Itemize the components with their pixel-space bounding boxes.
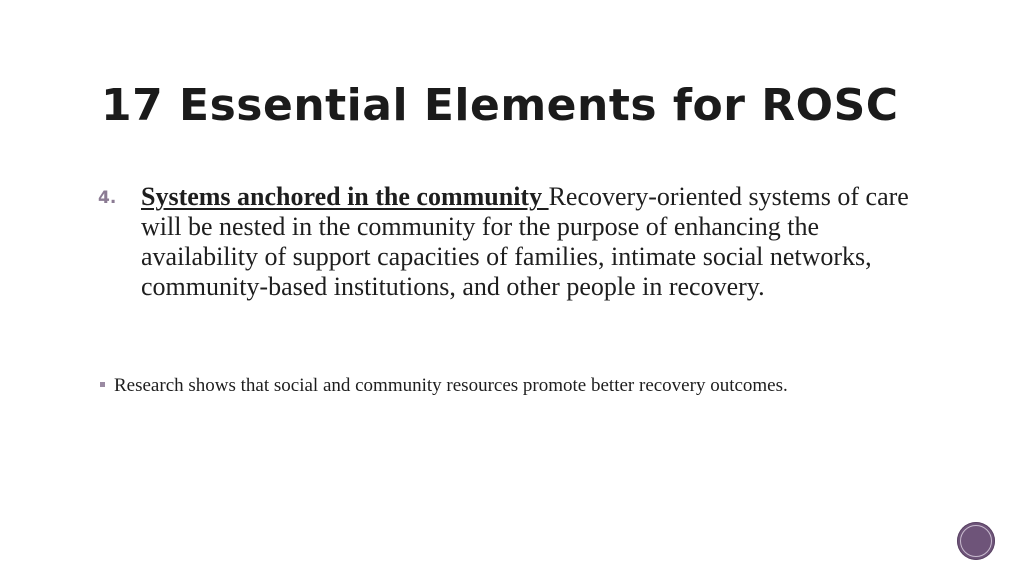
page-number-badge-icon [957, 522, 995, 560]
item-number: 4. [98, 188, 117, 208]
bullet-text: Research shows that social and community resources promote better recovery outcomes. [114, 375, 788, 396]
slide-title: 17 Essential Elements for ROSC [101, 80, 899, 131]
item-heading: Systems anchored in the community [141, 182, 549, 211]
item-text [141, 182, 931, 302]
bullet-square-icon [100, 382, 105, 387]
item-body: Recovery-oriented systems of care will be nested in the community for the purpose of enhancing the availability of support capacities of families, intimate social networks, community-based institutions, and other people in recovery. [141, 182, 909, 301]
